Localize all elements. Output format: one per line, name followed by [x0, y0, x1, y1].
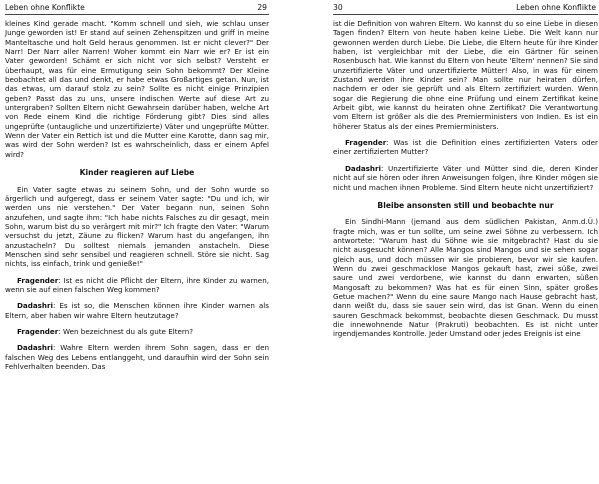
right-page-body	[333, 19, 598, 339]
dialogue-text: : Wahre Eltern werden ihrem Sohn sagen, dass er den falschen Weg des Lebens entlanggeht, und daraufhin wird der Sohn sein Fehlverhalten beenden. Das	[5, 343, 269, 371]
paragraph: ist die Definition von wahren Eltern. Wo kannst du so eine Liebe in diesen Tagen finden? Eltern von heute haben keine Liebe. Die Welt kann nur gewonnen werden durch Liebe. Die Liebe, die Eltern heute für ihre Kinder haben, ist vergleichbar mit der Liebe, die ein Gärtner für seinen Rosenbusch hat. Wie kannst du Eltern von heute 'Eltern' nennen? Sie sind unzertifizierte Väter und unzertifizierte Mütter! Also, in was für einem Zustand werden ihre Kinder sein? Man sollte nur heiraten dürfen, nachdem er oder sie geprüft und als Eltern zertifiziert wurden. Wenn sogar die Regierung die ohne eine Prüfung und einem Zertifikat keine Arbeit gibt, wie kannst du heiraten ohne Zertifikat? Die Verantwortung vom Eltern ist größer als die des Premierministers von Indien. Es ist ein höherer Status als der eines Premierministers.	[333, 19, 598, 131]
section-heading: Bleibe ansonsten still und beobachte nur	[377, 200, 554, 210]
page-number: 29	[257, 3, 267, 12]
dialogue-question	[5, 276, 269, 295]
speaker-name: Dadashri	[17, 301, 53, 311]
dialogue-question	[5, 327, 269, 336]
dialogue-question	[333, 138, 598, 157]
paragraph: Ein Sindhi-Mann (jemand aus dem südlichen Pakistan, Anm.d.Ü.) fragte mich, was er tun sollte, um seine zwei Söhne zu verbessern. Ich antwortete: "Warum hast du Söhne wie sie mitgebracht? Hast du sie nicht ausgesucht können? Alle Mangos sind Mangos und sie sehen sogar gleich aus, und doch müssen wir sie probieren, bevor wir sie kaufen. Wenn du zwei geschmacklose Mangos gekauft hast, zwei süße, zwei saure und zwei verdorbene, wie kannst du dann erwarten, süßen Mangosaft zu bekommen? Was hat es für einen Sinn, später großes Getue machen?" Wenn du eine saure Mango nach Hause gebracht hast, dann weißt du, dass sie sauer sein wird, das ist Gnan. Wenn du einen sauren Geschmack bekommst, beobachte diesen Geschmack. Du musst die innewohnende Natur (Prakruti) beobachten. Es ist nicht unter irgendjemandes Kontrolle. Jeder Umstand oder jedes Ereignis ist eine	[333, 217, 598, 339]
dialogue-text: : Unzertifizierte Väter und Mütter sind die, deren Kinder nicht auf sie hören oder ihren Anweisungen folgen, ihre Kinder mögen sie nicht und machen ihnen Probleme. Sind Eltern heute nicht unzertifiziert?	[333, 163, 598, 192]
right-page	[333, 0, 598, 484]
speaker-name: Fragender	[345, 138, 387, 148]
page-number: 30	[333, 3, 343, 12]
section-heading: Kinder reagieren auf Liebe	[79, 168, 195, 178]
speaker-name: Dadashri	[345, 163, 381, 173]
dialogue-text: : Ist es nicht die Pflicht der Eltern, ihre Kinder zu warnen, wenn sie auf einen falschen Weg kommen?	[5, 275, 269, 294]
left-page-body	[5, 19, 269, 371]
dialogue-answer	[333, 164, 598, 192]
paragraph: kleines Kind gerade macht. "Komm schnell und sieh, wie schlau unser Junge geworden ist! Er stand auf seinen Zehenspitzen und griff in meine Manteltasche und holt Geld heraus genommen. Ist er nicht clever?" Der Narr! Der Narr aller Narren! Woher kommt ein Narr wie er? Er ist ein Vater geworden! Schämt er sich nicht vor sich selbst? Versteht er überhaupt, was für eine Ermutigung sein Sohn bekommt? Der Kleine beobachtet all das und denkt, er habe etwas Großartiges getan. Nun, ist das etwas, um darauf stolz zu sein? Sollte es nicht einige Prinzipien geben? Passt das zu uns, unsere indischen Werte auf diese Art zu untergraben? Sollten Eltern nicht Gewahrsein darüber haben, welche Art von Rede einem Kind die richtige Förderung gibt? Dies sind alles ungeprüfte (untaugliche und unzertifizierte) Väter und ungeprüfte Mütter. Wenn der Vater ein Rettich ist und die Mutter eine Karotte, dann sag mir, was wird der Sohn werden? Ist es wahrscheinlich, dass er einem Apfel wird?	[5, 19, 269, 159]
left-page-header	[5, 3, 269, 15]
dialogue-text: : Wen bezeichnest du als gute Eltern?	[58, 326, 194, 336]
dialogue-text: : Es ist so, die Menschen können ihre Kinder warnen als Eltern, aber haben wir wahre Eltern heutzutage?	[5, 301, 269, 320]
paragraph: Ein Vater sagte etwas zu seinem Sohn, und der Sohn wurde so ärgerlich und aufgeregt, dass er seinem Vater sagte: "Du und ich, wir werden uns nie verstehen." Der Vater begann nun, seinen Sohn anzufehen, und sagte ihm: "Ich habe nichts Falsches zu dir gesagt, mein Sohn, warum bist du so verärgert mit mir?" Ich fragte den Vater: "Warum versuchst du jetzt, Zäune zu flicken? Warum hast du angefangen, ihn anzustacheln? Du solltest niemals jemanden anstacheln. Diese Menschen sind sehr sensibel und reagieren schnell. Störe sie nicht. Sag nichts, iss einfach, trink und genieße!"	[5, 184, 269, 269]
left-page	[5, 0, 269, 484]
right-page-header	[333, 3, 598, 15]
dialogue-answer	[5, 343, 269, 371]
dialogue-answer	[5, 301, 269, 320]
running-title: Leben ohne Konflikte	[516, 3, 596, 12]
speaker-name: Fragender	[17, 275, 59, 285]
dialogue-text: : Was ist die Definition eines zertifizierten Vaters oder einer zertifizierten Mutter?	[333, 138, 598, 157]
running-title: Leben ohne Konflikte	[5, 3, 85, 12]
speaker-name: Fragender	[17, 326, 59, 336]
speaker-name: Dadashri	[17, 343, 53, 353]
